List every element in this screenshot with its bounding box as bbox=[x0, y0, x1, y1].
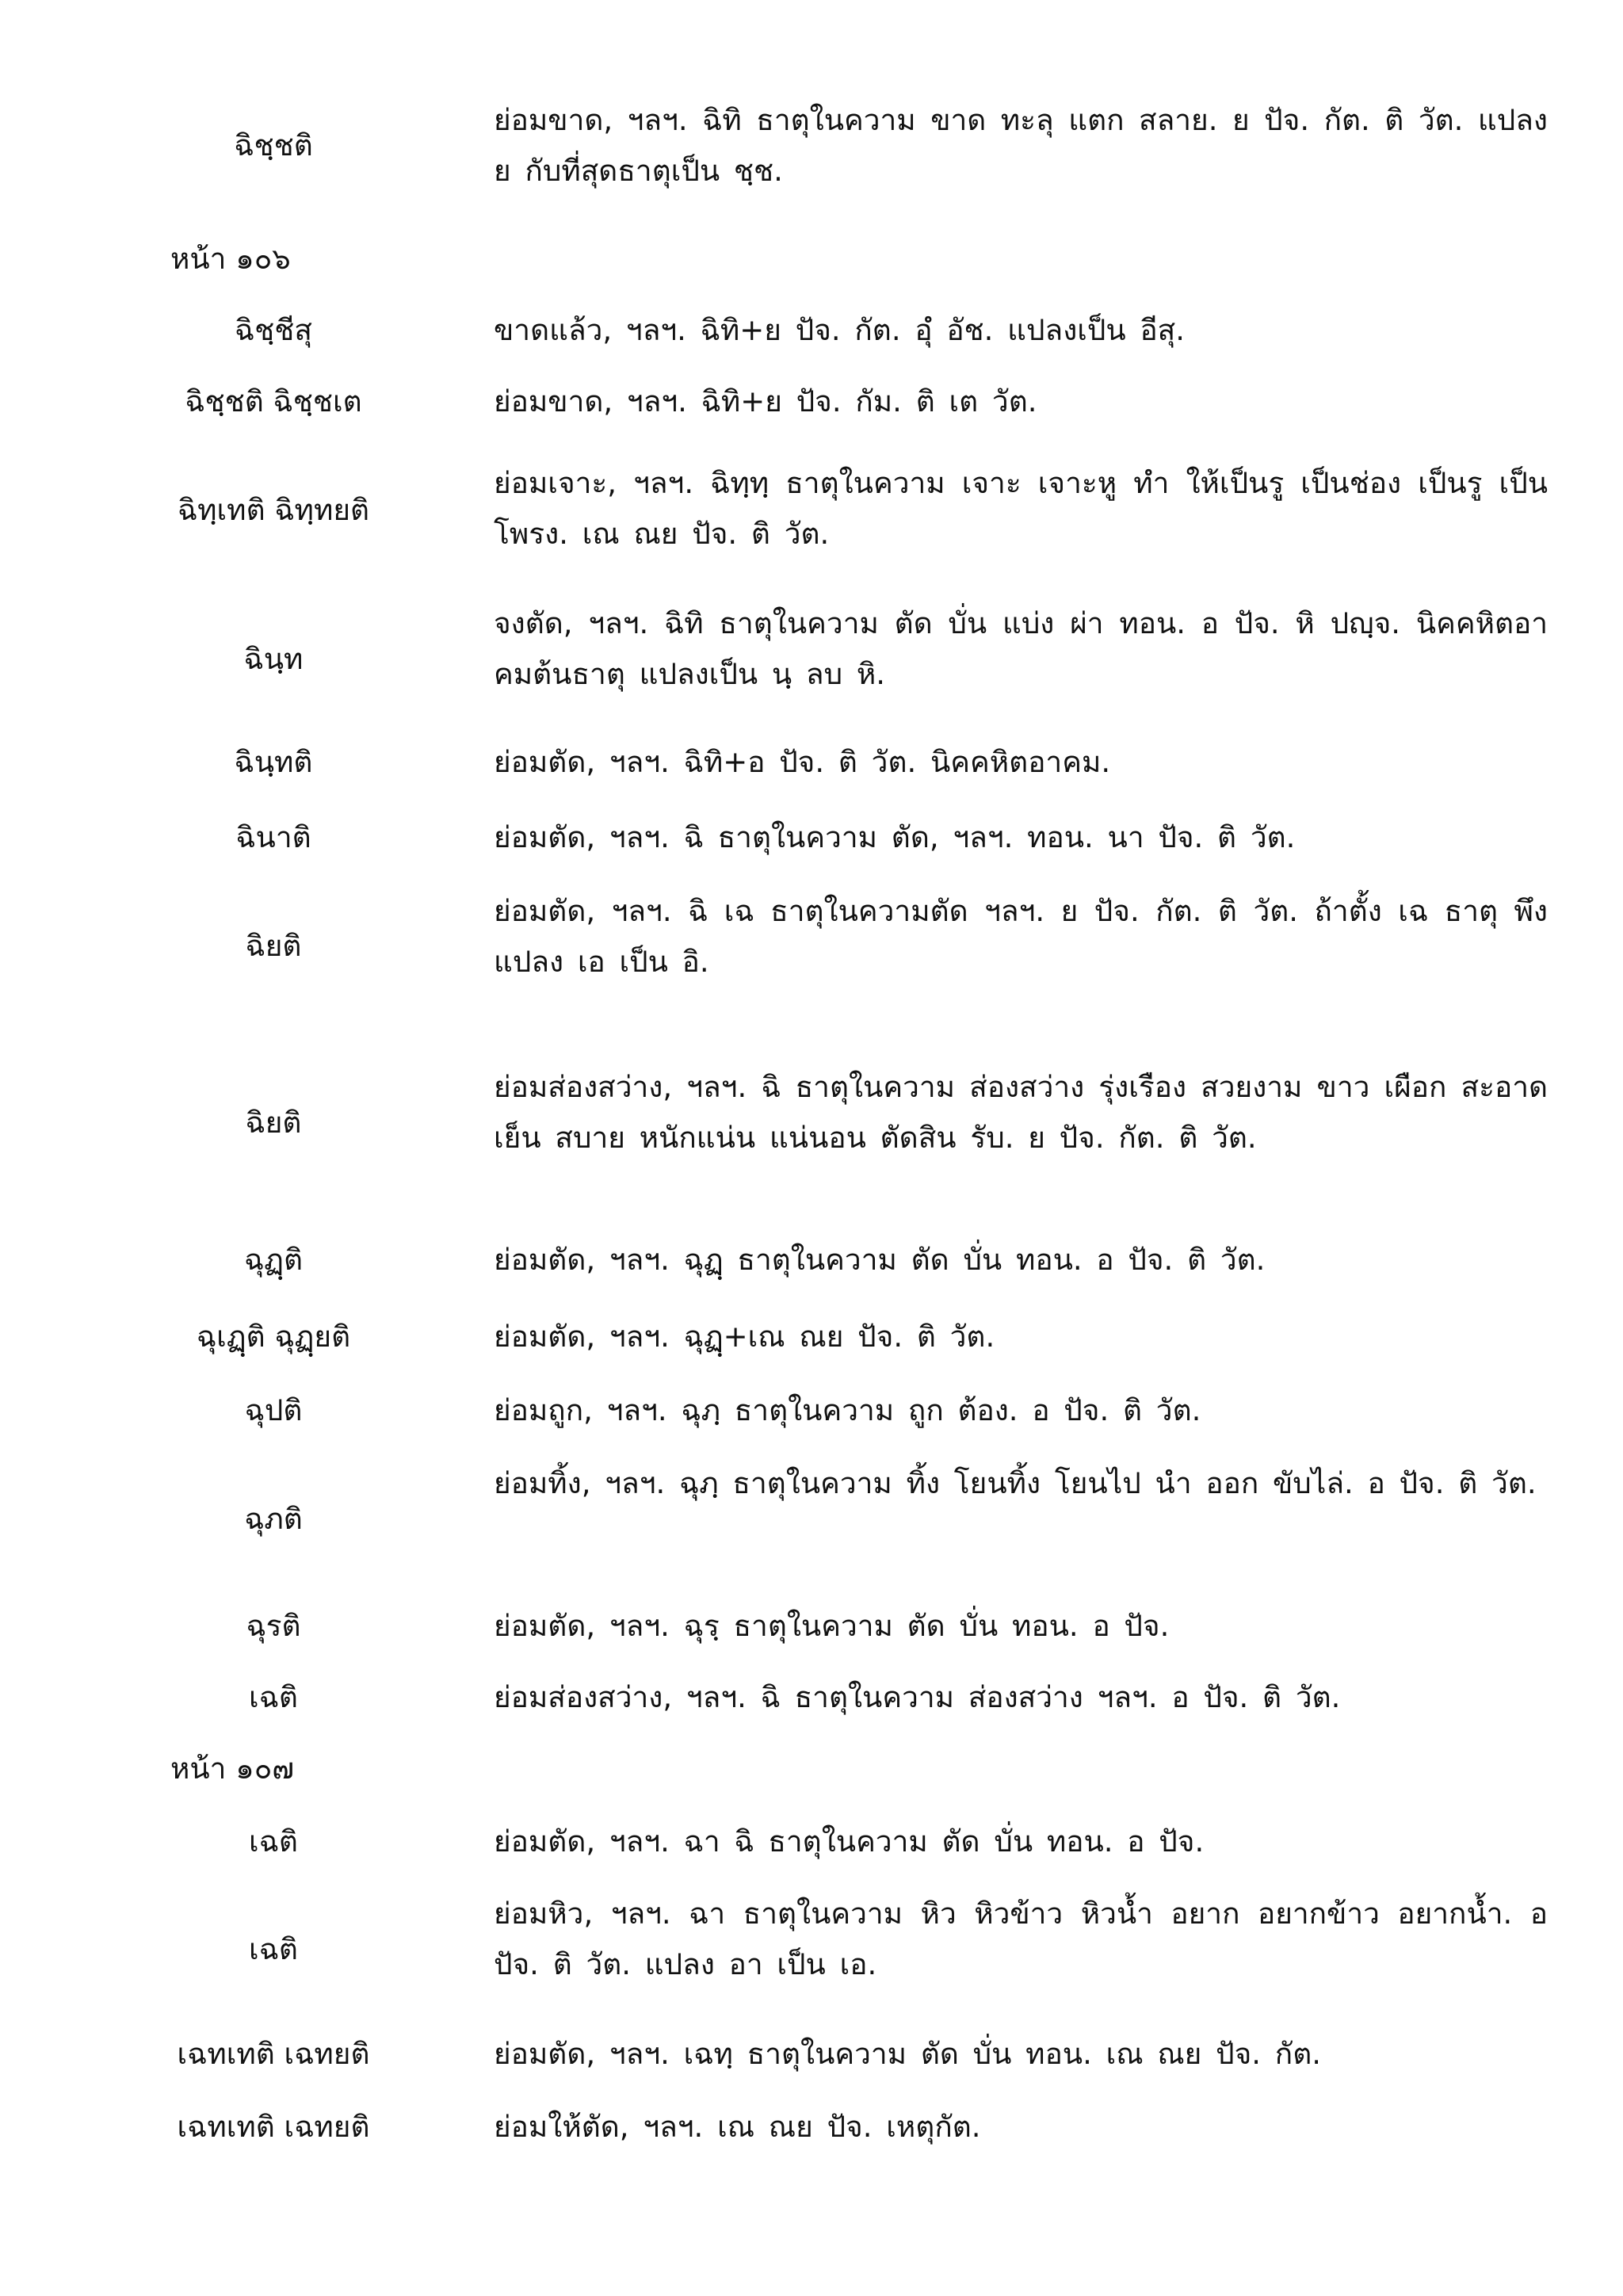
entry-definition: ย่อมส่องสว่าง, ฯลฯ. ฉิ ธาตุในความ ส่องสว่าง รุ่งเรือง สวยงาม ขาว เผือก สะอาด เย็น สบาย หนักแน่น แน่นอน ตัดสิน รับ. ย ปัจ. กัต. ติ วัต. bbox=[494, 1070, 1548, 1155]
entry-definition: ย่อมหิว, ฯลฯ. ฉา ธาตุในความ หิว หิวข้าว หิวน้ำ อยาก อยากข้าว อยากน้ำ. อ ปัจ. ติ วัต. แปลง อา เป็น เอ. bbox=[494, 1897, 1548, 1981]
entry-term: ฉินฺท bbox=[243, 642, 304, 676]
entry-term: ฉิชฺชีสุ bbox=[234, 313, 312, 347]
entry-definition: ย่อมตัด, ฯลฯ. ฉุรฺ ธาตุในความ ตัด บั่น ทอน. อ ปัจ. bbox=[494, 1609, 1170, 1643]
entry-term: ฉุปติ bbox=[244, 1393, 303, 1427]
entry-definition: ย่อมตัด, ฯลฯ. เฉทฺ ธาตุในความ ตัด บั่น ทอน. เณ ณย ปัจ. กัต. bbox=[494, 2037, 1321, 2071]
entry-definition: ย่อมทิ้ง, ฯลฯ. ฉุภฺ ธาตุในความ ทิ้ง โยนทิ้ง โยนไป นำ ออก ขับไล่. อ ปัจ. ติ วัต. bbox=[494, 1466, 1537, 1500]
entry-term: ฉุภติ bbox=[244, 1502, 303, 1536]
entry-term: ฉิชฺชติ ฉิชฺชเต bbox=[185, 384, 362, 418]
entry-term: ฉิยติ bbox=[245, 1106, 302, 1140]
entry-term: ฉิยติ bbox=[245, 929, 302, 963]
entry-definition: ย่อมตัด, ฯลฯ. ฉิทิ+อ ปัจ. ติ วัต. นิคคหิตอาคม. bbox=[494, 745, 1111, 779]
entry-definition: ย่อมตัด, ฯลฯ. ฉุฏฺ ธาตุในความ ตัด บั่น ทอน. อ ปัจ. ติ วัต. bbox=[494, 1243, 1266, 1277]
entry-definition: ย่อมตัด, ฯลฯ. ฉิ ธาตุในความ ตัด, ฯลฯ. ทอน. นา ปัจ. ติ วัต. bbox=[494, 820, 1296, 854]
entry-definition: ขาดแล้ว, ฯลฯ. ฉิทิ+ย ปัจ. กัต. อุํ อัช. แปลงเป็น อีสุ. bbox=[494, 313, 1186, 347]
page-marker: หน้า ๑๐๗ bbox=[170, 1752, 295, 1786]
entry-term: เฉทเทติ เฉทยติ bbox=[177, 2110, 370, 2144]
entry-term: ฉิทฺเทติ ฉิทฺทยติ bbox=[177, 493, 370, 527]
entry-term: เฉติ bbox=[249, 1932, 298, 1966]
entry-definition: ย่อมขาด, ฯลฯ. ฉิทิ+ย ปัจ. กัม. ติ เต วัต. bbox=[494, 384, 1037, 418]
entry-definition: ย่อมเจาะ, ฯลฯ. ฉิทฺทฺ ธาตุในความ เจาะ เจาะหู ทำ ให้เป็นรู เป็นช่อง เป็นรู เป็นโพรง. เณ ณย ปัจ. ติ วัต. bbox=[494, 466, 1548, 551]
entry-term: เฉติ bbox=[249, 1824, 298, 1859]
entry-term: ฉินาติ bbox=[235, 820, 311, 854]
entry-definition: ย่อมส่องสว่าง, ฯลฯ. ฉิ ธาตุในความ ส่องสว่าง ฯลฯ. อ ปัจ. ติ วัต. bbox=[494, 1680, 1341, 1714]
entry-term: เฉติ bbox=[249, 1680, 298, 1714]
entry-term: ฉุฏฺติ bbox=[243, 1243, 304, 1277]
entry-definition: ย่อมถูก, ฯลฯ. ฉุภฺ ธาตุในความ ถูก ต้อง. อ ปัจ. ติ วัต. bbox=[494, 1393, 1201, 1427]
page-marker: หน้า ๑๐๖ bbox=[170, 242, 291, 276]
entry-definition: ย่อมขาด, ฯลฯ. ฉิทิ ธาตุในความ ขาด ทะลุ แตก สลาย. ย ปัจ. กัต. ติ วัต. แปลง ย กับที่สุดธาตุเป็น ชฺช. bbox=[494, 103, 1548, 188]
entry-definition: ย่อมให้ตัด, ฯลฯ. เณ ณย ปัจ. เหตุกัต. bbox=[494, 2110, 981, 2144]
entry-term: ฉินฺทติ bbox=[234, 745, 313, 779]
entry-term: ฉิชฺชติ bbox=[234, 128, 313, 162]
entry-definition: ย่อมตัด, ฯลฯ. ฉิ เฉ ธาตุในความตัด ฯลฯ. ย ปัจ. กัต. ติ วัต. ถ้าตั้ง เฉ ธาตุ พึงแปลง เอ เป็น อิ. bbox=[494, 894, 1548, 979]
entry-definition: ย่อมตัด, ฯลฯ. ฉา ฉิ ธาตุในความ ตัด บั่น ทอน. อ ปัจ. bbox=[494, 1824, 1205, 1859]
entry-term: ฉุรติ bbox=[246, 1609, 301, 1643]
entry-definition: จงตัด, ฯลฯ. ฉิทิ ธาตุในความ ตัด บั่น แบ่ง ผ่า ทอน. อ ปัจ. หิ ปญฺจ. นิคคหิตอาคมต้นธาตุ แปลงเป็น นฺ ลบ หิ. bbox=[494, 606, 1548, 691]
entry-term: ฉุเฏฺติ ฉุฏฺยติ bbox=[196, 1320, 351, 1354]
entry-definition: ย่อมตัด, ฯลฯ. ฉุฏฺ+เณ ณย ปัจ. ติ วัต. bbox=[494, 1320, 995, 1354]
entry-term: เฉทเทติ เฉทยติ bbox=[177, 2037, 370, 2071]
